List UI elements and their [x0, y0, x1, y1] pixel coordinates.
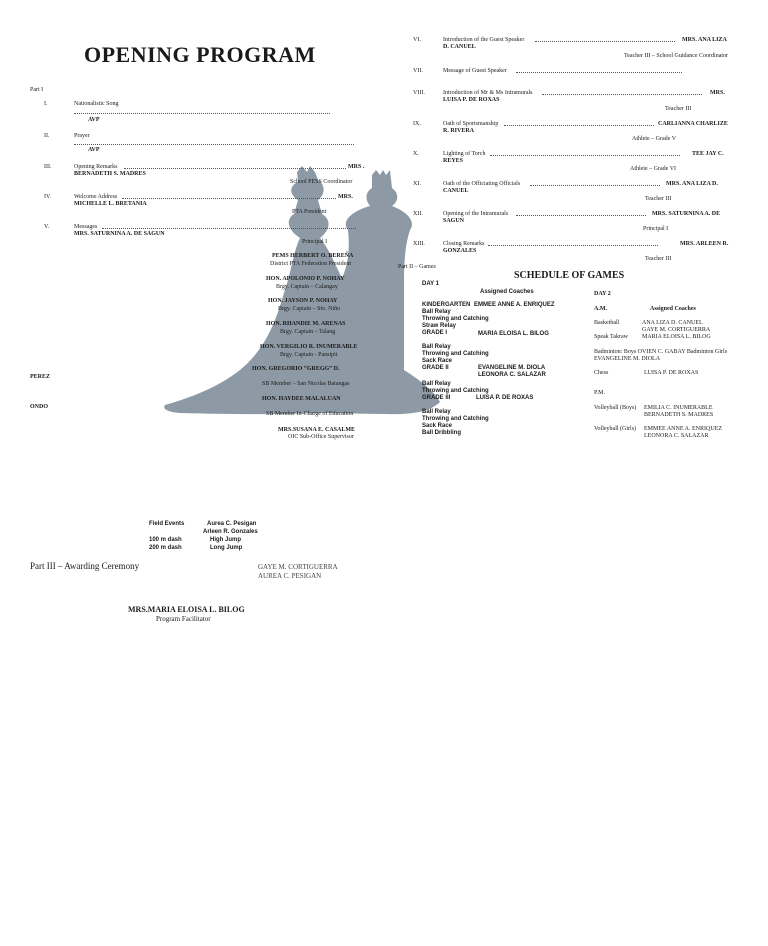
item-speaker-role: Teacher III: [645, 196, 672, 202]
message-speaker: HON. VERGILIO R. INUMERABLE: [260, 344, 358, 350]
day-two-heading: DAY 2: [594, 291, 611, 297]
item-label: Opening of the Intramurals: [443, 211, 509, 217]
coach-name: LUISA P. DE ROXAS: [644, 370, 699, 376]
item-speaker-cont: D. CANUEL: [443, 44, 476, 50]
item-label: Messages: [74, 224, 98, 230]
game-name: Volleyball (Boys): [594, 405, 637, 411]
message-speaker-role: District PTA Federation President: [270, 261, 352, 267]
item-number: X.: [413, 151, 419, 157]
part-three-label: Part III – Awarding Ceremony: [30, 561, 140, 571]
dotted-leader: [124, 168, 346, 169]
day-one-heading: DAY 1: [422, 281, 440, 287]
item-number: XI.: [413, 181, 421, 187]
item-speaker-role: Principal I: [302, 239, 328, 245]
event-name: Ball Relay: [422, 409, 451, 415]
event-name: Throwing and Catching: [422, 416, 489, 422]
item-speaker: BERNADETH S. MADRES: [74, 171, 146, 177]
day-one-row: [422, 372, 602, 379]
dotted-leader: [74, 113, 330, 114]
dotted-leader: [530, 185, 660, 186]
event-name: Sack Race: [422, 358, 453, 364]
item-speaker: CARLIANNA CHARLIZE: [658, 121, 728, 127]
am-heading: A.M.: [594, 306, 607, 312]
event-name: Throwing and Catching: [422, 388, 489, 394]
item-speaker: MRS. ANA LIZA: [682, 37, 727, 43]
item-speaker: MICHELLE L. BRETANIA: [74, 201, 147, 207]
name-fragment: PEREZ: [30, 374, 51, 380]
item-label: Message of Guest Speaker: [443, 68, 507, 74]
item-speaker-role: Principal I: [643, 226, 669, 232]
day-one-row: [422, 330, 602, 337]
item-speaker-cont: REYES: [443, 158, 464, 164]
coach-name: BERNADETH S. MADRES: [644, 412, 714, 418]
item-speaker-cont: CANUEL: [443, 188, 469, 194]
event-name: GRADE II: [422, 365, 449, 371]
coach-name: GAYE M. CORTIGUERRA: [642, 327, 711, 333]
item-speaker-title: MRS .: [348, 164, 365, 170]
item-label: Welcome Address: [74, 194, 118, 200]
item-speaker-role: School PESS Coordinator: [290, 179, 353, 185]
message-speaker-role: Brgy. Captain – Sto. Niño: [278, 306, 341, 312]
spacer-line: [422, 337, 602, 344]
coach-name: EMMEE ANNE A. ENRIQUEZ: [644, 426, 722, 432]
item-speaker-cont: SAGUN: [443, 218, 465, 224]
message-speaker: HON. GREGORIO “GREGG” D.: [252, 366, 340, 372]
page-title: OPENING PROGRAM: [84, 42, 316, 67]
message-speaker: HON. RHANDIE M. ARENAS: [266, 321, 346, 327]
part-two-label: Part II – Games: [398, 264, 436, 270]
dotted-leader: [535, 41, 675, 42]
event-name: GRADE III: [422, 395, 451, 401]
item-speaker-cont: GONZALES: [443, 248, 477, 254]
event-name: Ball Relay: [422, 309, 451, 315]
field-events-heading: Field Events: [149, 521, 185, 527]
item-speaker: MRS. SATURNINA A. DE: [652, 211, 721, 217]
event-name: Sack Race: [422, 423, 453, 429]
event-name: 100 m dash: [149, 537, 182, 543]
item-number: XIII.: [413, 241, 425, 247]
event-name: Throwing and Catching: [422, 316, 489, 322]
item-speaker-role: PTA President: [292, 209, 327, 215]
item-number: XII.: [413, 211, 423, 217]
item-label: Opening Remarks: [74, 164, 118, 170]
schedule-title: SCHEDULE OF GAMES: [514, 270, 625, 281]
item-performer: AVP: [88, 147, 100, 153]
item-label: Oath of Sportsmanship: [443, 121, 499, 127]
message-speaker-role: Brgy. Captain - Pansipit: [280, 352, 338, 358]
part-one-label: Part I: [30, 87, 44, 93]
item-number: IV.: [44, 194, 52, 200]
dotted-leader: [516, 72, 682, 73]
item-speaker-role: Teacher III: [665, 106, 692, 112]
event-name: Ball Relay: [422, 381, 451, 387]
coach-name: LEONORA C. SALAZAR: [478, 372, 546, 378]
event-name: Straw Relay: [422, 323, 457, 329]
event-name: KINDERGARTEN: [422, 302, 471, 308]
coach-name: MARIA ELOISA L. BILOG: [642, 334, 711, 340]
day-one-row: [422, 395, 602, 402]
item-label: Lighting of Torch: [443, 151, 486, 157]
message-speaker-role: OIC Sub-Office Supervisor: [288, 434, 354, 440]
item-label: Closing Remarks: [443, 241, 485, 247]
dotted-leader: [542, 94, 702, 95]
badminton-line: EVANGELINE M. DIOLA: [594, 356, 661, 362]
item-speaker-title: MRS.: [338, 194, 353, 200]
day-one-row: [422, 302, 602, 309]
item-number: VIII.: [413, 90, 425, 96]
item-speaker-cont: LUISA P. DE ROXAS: [443, 97, 500, 103]
message-speaker-role: Brgy. Captain – Calangay: [276, 284, 338, 290]
item-speaker-cont: R. RIVERA: [443, 128, 475, 134]
message-speaker: HON. APOLONIO P. NOHAY: [266, 276, 345, 282]
event-name: Ball Relay: [422, 344, 451, 350]
item-performer: AVP: [88, 117, 100, 123]
coach-name: Arleen R. Gonzales: [203, 529, 258, 535]
coach-name: LEONORA C. SALAZAR: [644, 433, 709, 439]
event-name: High Jump: [210, 537, 241, 543]
message-speaker: HON. JAYSON P. NOHAY: [268, 298, 338, 304]
dotted-leader: [122, 198, 336, 199]
assigned-coaches-heading: Assigned Coaches: [650, 306, 696, 312]
dotted-leader: [102, 228, 356, 229]
event-name: 200 m dash: [149, 545, 182, 551]
item-speaker: TEE JAY C.: [692, 151, 724, 157]
event-name: Ball Dribbling: [422, 430, 461, 436]
dotted-leader: [488, 245, 658, 246]
item-label: Introduction of the Guest Speaker: [443, 37, 525, 43]
game-name: Volleyball (Girls): [594, 426, 637, 432]
message-speaker-role: SB Member In-Charge of Education: [266, 411, 354, 417]
dotted-leader: [490, 155, 680, 156]
item-number: VII.: [413, 68, 423, 74]
pm-heading: P.M.: [594, 390, 606, 396]
coach-name: EMILIA C. INUMERABLE: [644, 405, 713, 411]
dotted-leader: [74, 144, 354, 145]
item-label: Nationalistic Song: [74, 101, 119, 107]
coach-name: LUISA P. DE ROXAS: [476, 395, 534, 401]
item-speaker: MRS. ARLEEN R.: [680, 241, 729, 247]
message-speaker: HON. HAYDEE MALALUAN: [262, 396, 341, 402]
event-name: GRADE I: [422, 330, 448, 336]
item-speaker: MRS.: [710, 90, 725, 96]
spacer-line: [422, 402, 602, 409]
facilitator-name: MRS.MARIA ELOISA L. BILOG: [128, 605, 245, 614]
badminton-line: Badminton: Boys OVIEN C. GABAY Badminton Girls: [594, 349, 728, 355]
facilitator-role: Program Facilitator: [156, 615, 211, 623]
coach-name: EMMEE ANNE A. ENRIQUEZ: [474, 302, 555, 308]
game-name: Basketball: [594, 320, 620, 326]
item-speaker: MRS. ANA LIZA D.: [666, 181, 718, 187]
message-speaker: PEMS HERBERT O. BEREÑA: [272, 253, 354, 259]
item-number: IX.: [413, 121, 421, 127]
item-number: V.: [44, 224, 50, 230]
item-speaker-role: Teacher III: [645, 256, 672, 262]
item-number: II.: [44, 133, 50, 139]
item-number: III.: [44, 164, 52, 170]
item-speaker: MRS. SATURNINA A. DE SAGUN: [74, 231, 165, 237]
message-speaker: MRS.SUSANA E. CASALME: [278, 427, 356, 433]
coach-name: ANA LIZA D. CANUEL: [642, 320, 703, 326]
message-speaker-role: SB Member – San Nicolas Batangas: [262, 381, 350, 387]
coach-name: AUREA C. PESIGAN: [258, 572, 322, 580]
coach-name: MARIA ELOISA L. BILOG: [478, 331, 549, 337]
day-one-row: [422, 365, 602, 372]
game-name: Speak Takraw: [594, 334, 628, 340]
day-one-list: [422, 302, 602, 437]
item-speaker-role: Athlete – Grade V: [632, 136, 677, 142]
item-label: Oath of the Officiating Officials: [443, 181, 521, 187]
name-fragment: ONDO: [30, 404, 48, 410]
assigned-coaches-heading: Assigned Coaches: [480, 289, 534, 295]
item-number: I.: [44, 101, 48, 107]
dotted-leader: [516, 215, 646, 216]
item-label: Prayer: [74, 133, 90, 139]
coach-name: GAYE M. CORTIGUERRA: [258, 563, 338, 571]
coach-name: Aurea C. Pesigan: [207, 521, 257, 527]
coach-name: EVANGELINE M. DIOLA: [478, 365, 546, 371]
event-name: Long Jump: [210, 545, 243, 551]
event-name: Throwing and Catching: [422, 351, 489, 357]
item-number: VI.: [413, 37, 421, 43]
item-label: Introduction of Mr & Ms Intramurals: [443, 90, 533, 96]
dotted-leader: [504, 125, 654, 126]
item-speaker-role: Athlete – Grade VI: [630, 166, 677, 172]
game-name: Chess: [594, 370, 609, 376]
item-speaker-role: Teacher III – School Guidance Coordinator: [624, 53, 729, 59]
message-speaker-role: Brgy. Captain – Talang: [280, 329, 336, 335]
